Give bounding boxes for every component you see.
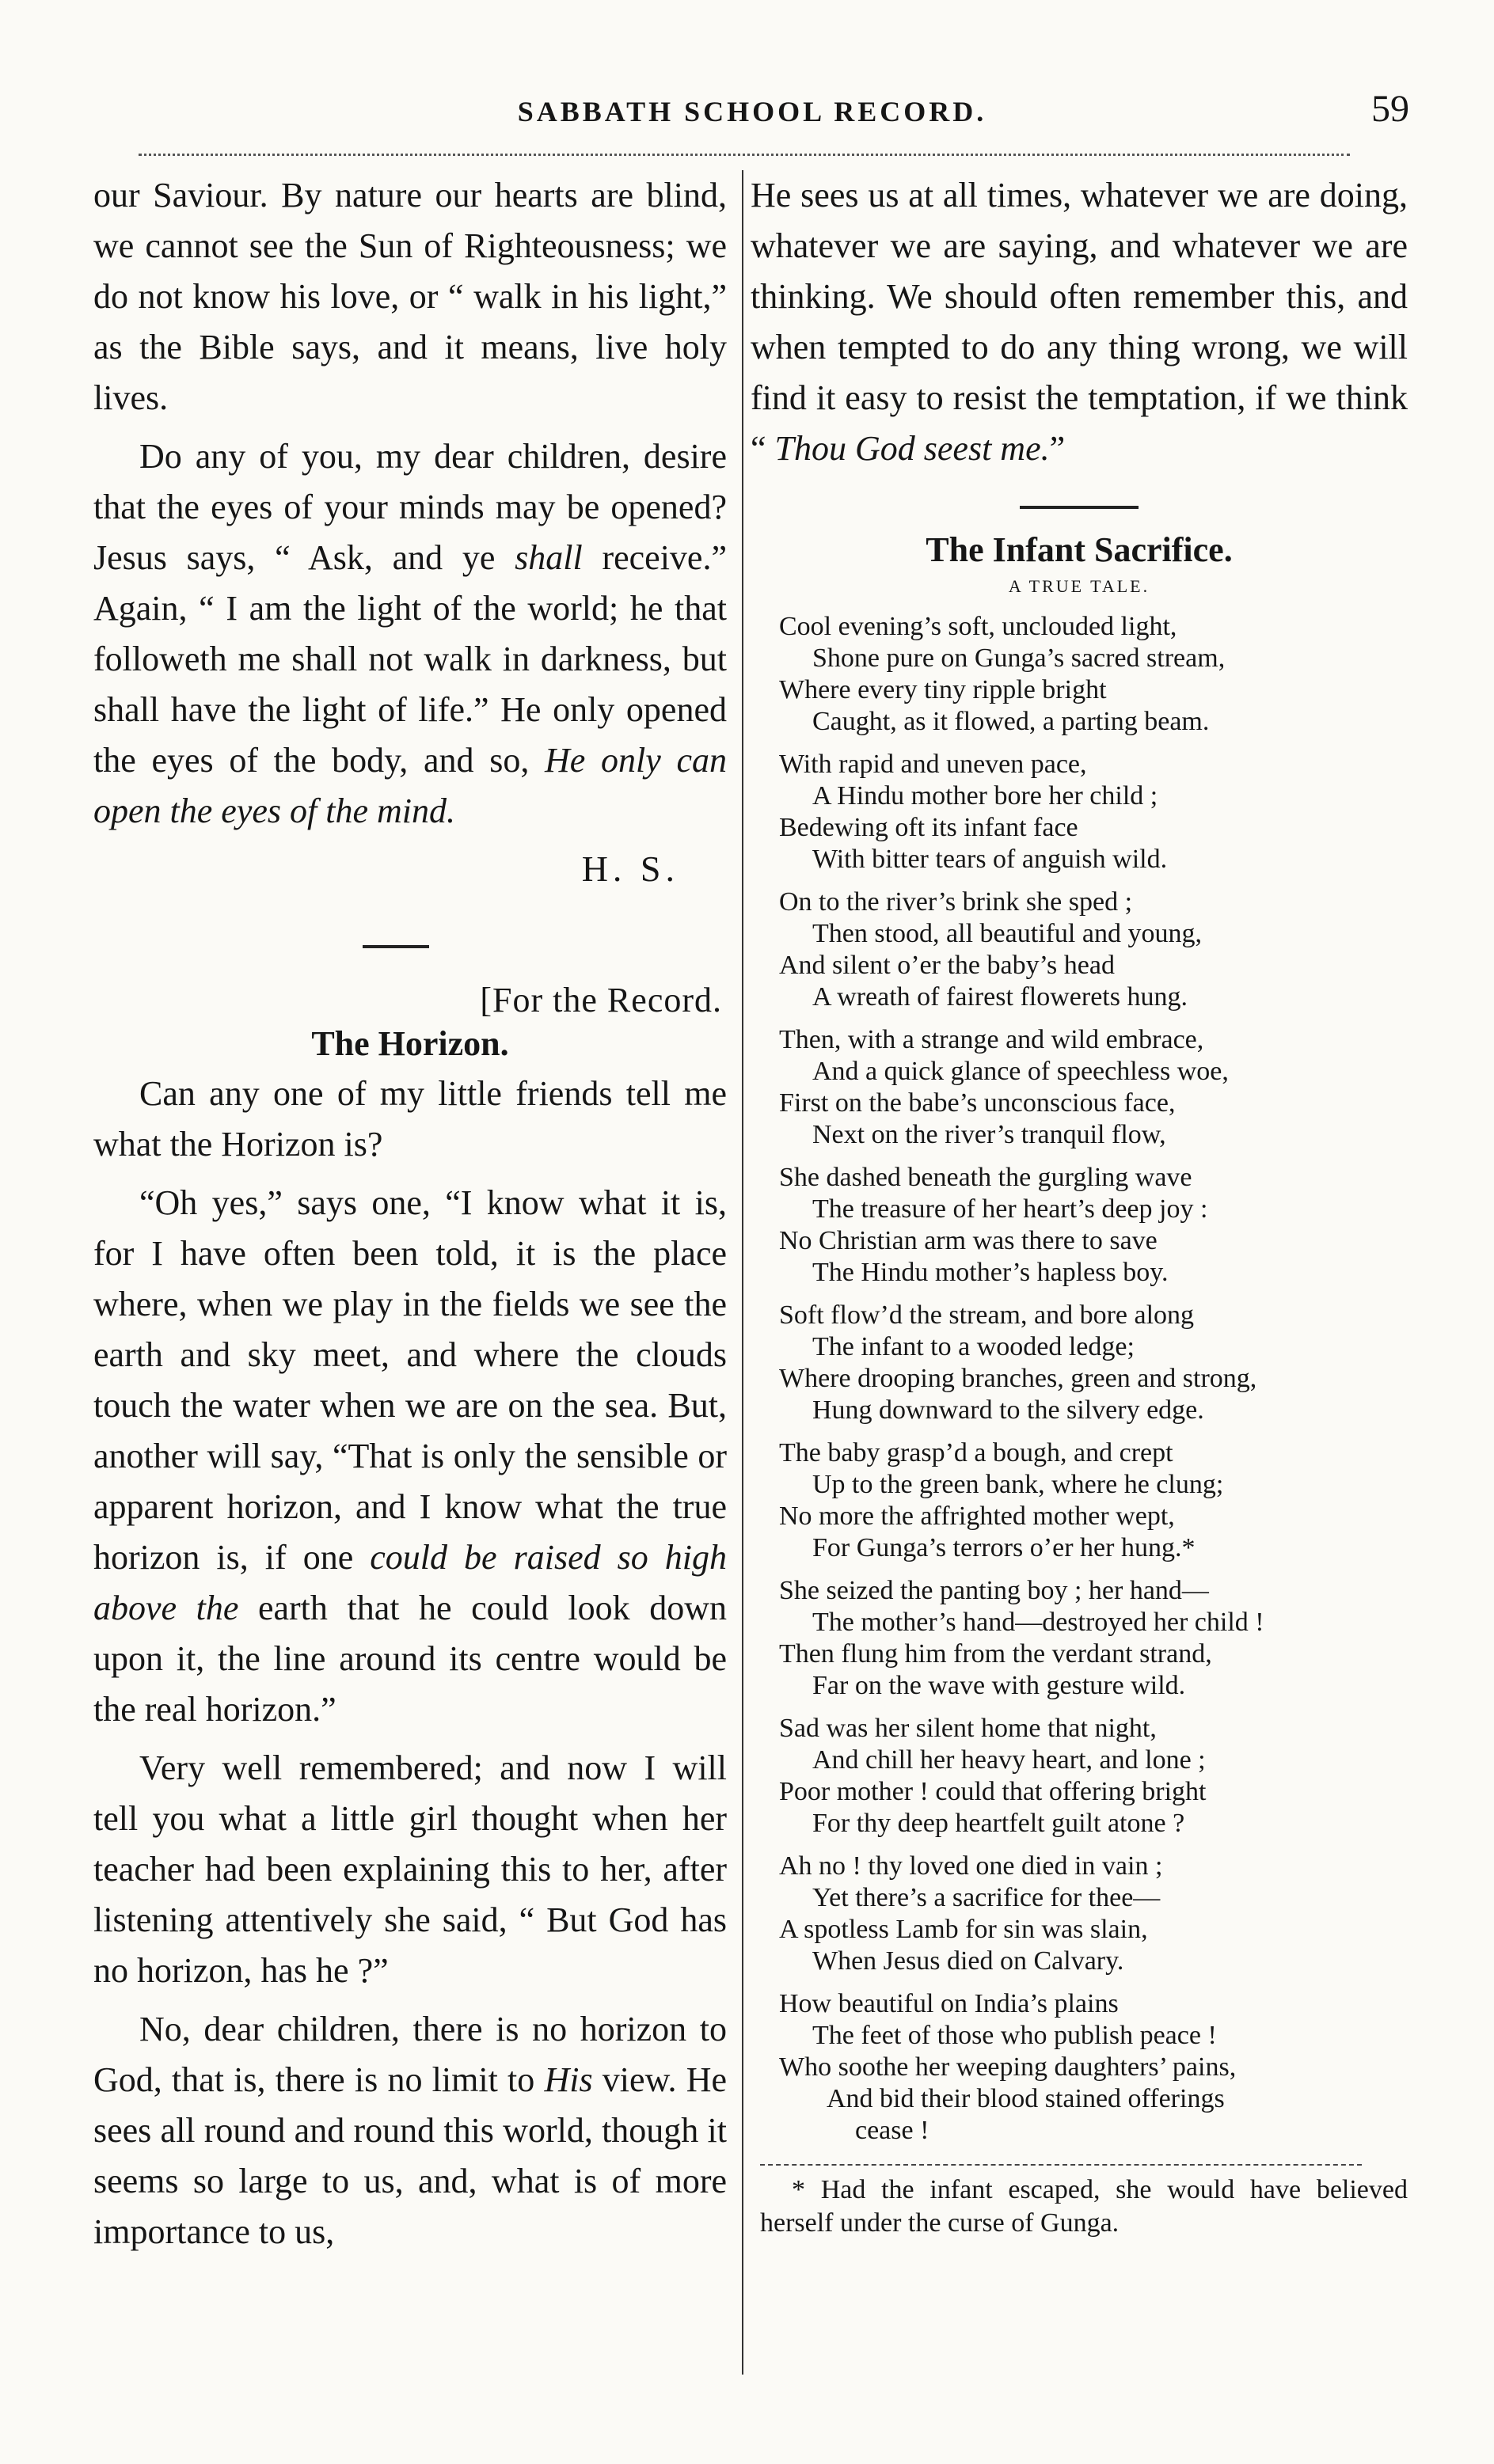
section-divider bbox=[363, 945, 429, 948]
page-number: 59 bbox=[1371, 88, 1409, 130]
text-run: Do any of you, my dear children, desire that the eyes of your minds may be opened? Jesus says, “ Ask, and ye bbox=[93, 437, 727, 577]
italic-text: shall bbox=[515, 538, 583, 577]
poem-line: A spotless Lamb for sin was slain, bbox=[779, 1915, 1148, 1944]
text-run: our Saviour. By nature our hearts are blind, we cannot see the Sun of Righteousness; we do not know his love, or “ walk in his light,” as the Bible says, and it means, live holy lives. bbox=[93, 176, 727, 417]
poem-line: Then stood, all beautiful and young, bbox=[812, 919, 1202, 948]
text-run: “Oh yes,” says one, “I know what it is, for I have often been told, it is the place where, when we play in the fields we see the earth and sky meet, and where the clouds touch the water when we are on the sea. But, another will say, “That is only the sensible or apparent horizon, and I know what the true horizon is, if one bbox=[93, 1183, 727, 1577]
article-title: The Horizon. bbox=[311, 1024, 509, 1063]
poem-line: The feet of those who publish peace ! bbox=[812, 2021, 1217, 2050]
author-signature: H. S. bbox=[581, 849, 679, 889]
poem-line: Far on the wave with gesture wild. bbox=[812, 1671, 1186, 1700]
text-run: ” bbox=[1049, 429, 1066, 468]
poem-line: Poor mother ! could that offering bright bbox=[779, 1777, 1207, 1806]
poem-stanza bbox=[779, 1988, 1408, 2147]
poem-stanza bbox=[779, 1024, 1408, 1151]
poem-line: For Gunga’s terrors o’er her hung.* bbox=[812, 1533, 1196, 1562]
poem-line: With bitter tears of anguish wild. bbox=[812, 845, 1168, 874]
paragraph bbox=[93, 1743, 727, 1996]
poem-line: Bedewing oft its infant face bbox=[779, 813, 1078, 842]
paragraph bbox=[93, 2004, 727, 2257]
text-run: receive.” Again, “ I am the light of the world; he that followeth me shall not walk in darkness, but shall have the light of life.” He only opened the eyes of the body, and so, bbox=[93, 538, 727, 780]
paragraph bbox=[93, 431, 727, 837]
italic-text: He only can open the eyes of the mind. bbox=[93, 741, 727, 830]
poem-line: The treasure of her heart’s deep joy : bbox=[812, 1194, 1208, 1224]
poem-line: The baby grasp’d a bough, and crept bbox=[779, 1438, 1173, 1467]
poem-line: The Hindu mother’s hapless boy. bbox=[812, 1258, 1169, 1287]
poem-line: And bid their blood stained offerings bbox=[827, 2084, 1225, 2113]
text-run: Very well remembered; and now I will tell you what a little girl thought when her teacher had been explaining this to her, after listening attentively she said, “ But God has no horizon, has he ?” bbox=[93, 1748, 727, 1990]
column-divider bbox=[742, 170, 743, 2375]
paragraph bbox=[93, 170, 727, 423]
poem-line: First on the babe’s unconscious face, bbox=[779, 1088, 1176, 1118]
poem-line: Soft flow’d the stream, and bore along bbox=[779, 1300, 1195, 1330]
poem-stanza bbox=[779, 1851, 1408, 1977]
page-header bbox=[95, 87, 1409, 150]
poem-line: She dashed beneath the gurgling wave bbox=[779, 1163, 1192, 1192]
poem-line: The infant to a wooded ledge; bbox=[812, 1332, 1135, 1361]
poem-line: With rapid and uneven pace, bbox=[779, 750, 1087, 779]
poem-line: Who soothe her weeping daughters’ pains, bbox=[779, 2052, 1237, 2082]
poem-line: No Christian arm was there to save bbox=[779, 1226, 1158, 1255]
right-column bbox=[751, 170, 1408, 2240]
section-divider bbox=[1020, 506, 1139, 509]
poem-line: And silent o’er the baby’s head bbox=[779, 951, 1115, 980]
poem-stanza bbox=[779, 1575, 1408, 1702]
poem bbox=[751, 611, 1408, 2147]
poem-line: No more the affrighted mother wept, bbox=[779, 1502, 1175, 1531]
poem-line: Sad was her silent home that night, bbox=[779, 1714, 1157, 1743]
poem-line: And chill her heavy heart, and lone ; bbox=[812, 1745, 1206, 1775]
poem-line: A Hindu mother bore her child ; bbox=[812, 781, 1158, 811]
poem-line: Where every tiny ripple bright bbox=[779, 675, 1107, 704]
poem-line: Where drooping branches, green and strong, bbox=[779, 1364, 1257, 1393]
poem-line: And a quick glance of speechless woe, bbox=[812, 1057, 1229, 1086]
poem-line: On to the river’s brink she sped ; bbox=[779, 887, 1133, 917]
poem-stanza bbox=[779, 1713, 1408, 1839]
running-head: SABBATH SCHOOL RECORD. bbox=[517, 96, 987, 127]
poem-line: Shone pure on Gunga’s sacred stream, bbox=[812, 644, 1226, 673]
footnote: * Had the infant escaped, she would have believed herself under the curse of Gunga. bbox=[760, 2175, 1408, 2238]
poem-line: Then flung him from the verdant strand, bbox=[779, 1639, 1212, 1669]
poem-line: Hung downward to the silvery edge. bbox=[812, 1395, 1204, 1425]
poem-line: Up to the green bank, where he clung; bbox=[812, 1470, 1224, 1499]
poem-line: Next on the river’s tranquil flow, bbox=[812, 1120, 1166, 1149]
poem-line: How beautiful on India’s plains bbox=[779, 1989, 1119, 2018]
footnote-divider bbox=[760, 2164, 1362, 2166]
poem-subtitle: A TRUE TALE. bbox=[1008, 576, 1150, 596]
poem-line: Caught, as it flowed, a parting beam. bbox=[812, 707, 1210, 736]
text-run: He sees us at all times, whatever we are doing, whatever we are saying, and whatever we are thinking. We should often remember this, and when tempted to do any thing wrong, we will find it easy to resist the temptation, if we think “ bbox=[751, 176, 1408, 468]
poem-stanza bbox=[779, 1300, 1408, 1426]
poem-line: Cool evening’s soft, unclouded light, bbox=[779, 612, 1177, 641]
poem-line: The mother’s hand—destroyed her child ! bbox=[812, 1608, 1264, 1637]
italic-text: Thou God seest me. bbox=[774, 429, 1050, 468]
poem-title: The Infant Sacrifice. bbox=[926, 530, 1233, 569]
poem-line: For thy deep heartfelt guilt atone ? bbox=[812, 1809, 1185, 1838]
poem-line: When Jesus died on Calvary. bbox=[812, 1946, 1124, 1976]
text-run: Can any one of my little friends tell me what the Horizon is? bbox=[93, 1074, 727, 1164]
italic-text: His bbox=[544, 2060, 593, 2099]
source-credit: [For the Record. bbox=[480, 981, 722, 1019]
text-run: No, dear children, there is no horizon to God, that is, there is no limit to bbox=[93, 2010, 727, 2099]
poem-line: She seized the panting boy ; her hand— bbox=[779, 1576, 1209, 1605]
poem-stanza bbox=[779, 1437, 1408, 1564]
left-column bbox=[93, 170, 727, 2257]
poem-line: A wreath of fairest flowerets hung. bbox=[812, 982, 1188, 1012]
poem-line: Yet there’s a sacrifice for thee— bbox=[812, 1883, 1161, 1912]
header-ornamental-rule bbox=[139, 154, 1350, 156]
poem-stanza bbox=[779, 1162, 1408, 1289]
poem-line: Ah no ! thy loved one died in vain ; bbox=[779, 1851, 1163, 1881]
paragraph bbox=[751, 170, 1408, 474]
text-run: earth that he could look down upon it, the line around its centre would be the real horizon.” bbox=[93, 1589, 728, 1729]
italic-text: could be raised so high above the bbox=[93, 1538, 727, 1627]
poem-line: cease ! bbox=[855, 2116, 929, 2145]
poem-line: Then, with a strange and wild embrace, bbox=[779, 1025, 1204, 1054]
text-run: view. He sees all round and round this world, though it seems so large to us, and, what is of more importance to us, bbox=[93, 2060, 728, 2251]
paragraph bbox=[93, 1178, 727, 1735]
poem-stanza bbox=[779, 611, 1408, 738]
poem-stanza bbox=[779, 749, 1408, 875]
paragraph bbox=[93, 1069, 727, 1170]
poem-stanza bbox=[779, 887, 1408, 1013]
